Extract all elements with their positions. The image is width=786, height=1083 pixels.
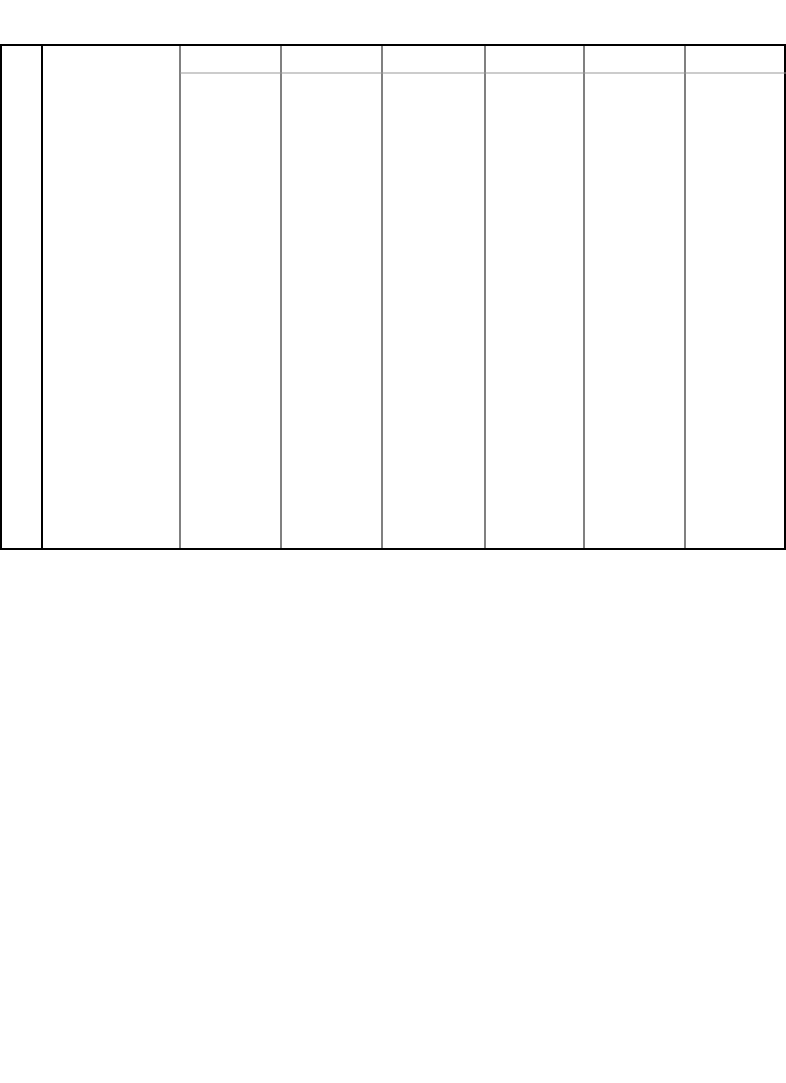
block-label	[0, 45, 42, 213]
